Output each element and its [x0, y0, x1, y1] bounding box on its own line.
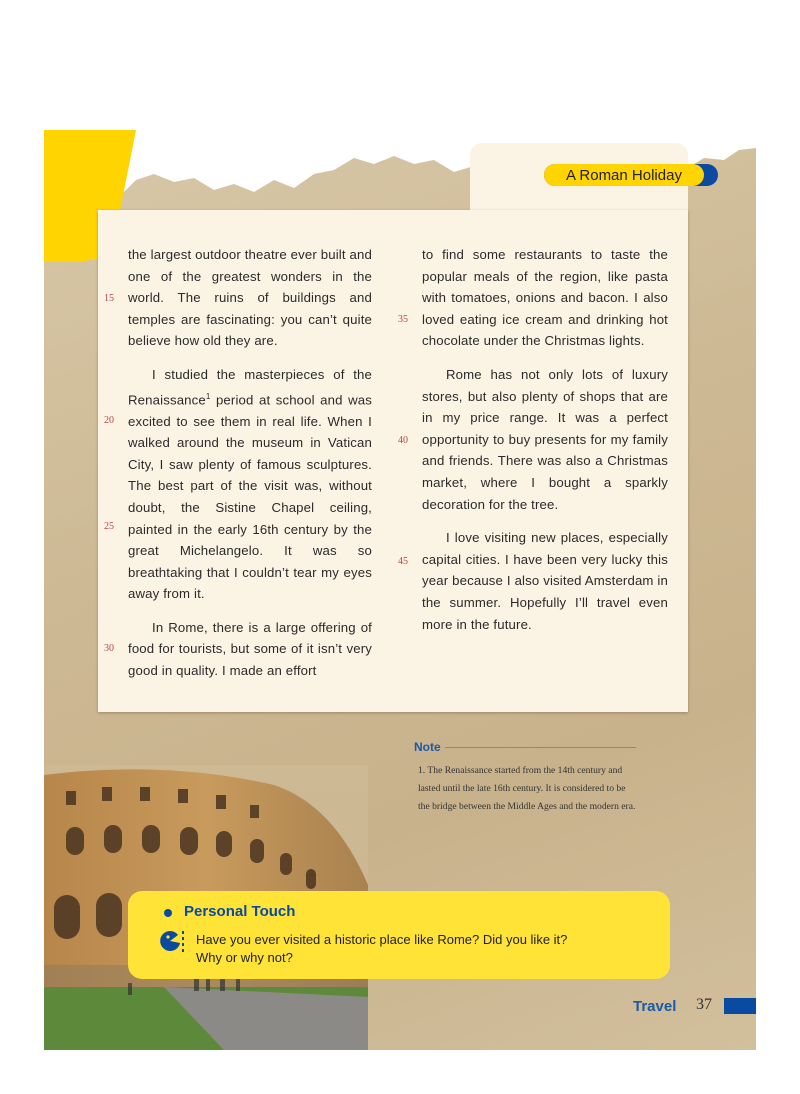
personal-touch-box [128, 891, 670, 979]
line-number-15: 15 [104, 293, 114, 304]
right-paragraph-3: I love visiting new places, especially capital cities. I have been very lucky this year because I also visited Amsterdam in the summer. Hopefully I’ll travel even more in the future. [422, 530, 668, 632]
note-heading [414, 740, 636, 754]
line-number-45: 45 [398, 556, 408, 567]
line-number-35: 35 [398, 314, 408, 325]
left-paragraph-1: the largest outdoor theatre ever built and one of the greatest wonders in the world. The ruins of buildings and temples are fascinating: you can’t quite believe how old they are. [128, 247, 372, 349]
question-line-1: Have you ever visited a historic place like Rome? Did you like it? [196, 932, 568, 947]
left-paragraph-2 [128, 364, 372, 605]
speech-pacman-icon [158, 929, 184, 955]
footer-accent-bar [724, 998, 756, 1014]
footer-section-label: Travel [633, 998, 677, 1015]
footnote-marker: 1 [205, 391, 211, 401]
left-paragraph-3: In Rome, there is a large offering of food for tourists, but some of it isn’t very good in quality. I made an effort [128, 619, 372, 679]
question-line-2: Why or why not? [196, 950, 293, 965]
left-column [128, 244, 372, 694]
page-number: 37 [696, 996, 712, 1013]
right-paragraph-2: Rome has not only lots of luxury stores, but also plenty of shops that are in my price range. It was a perfect opportunity to buy presents for my family and friends. There was also a Christmas market, where I bought a sparkly decoration for the tree. [422, 366, 668, 512]
personal-touch-title: Personal Touch [184, 903, 296, 920]
line-number-20: 20 [104, 415, 114, 426]
line-number-40: 40 [398, 435, 408, 446]
personal-touch-question [196, 931, 567, 967]
note-body: 1. The Renaissance started from the 14th century and lasted until the late 16th century. It is considered to be the bridge between the Middle Ages and the modern era. [418, 765, 636, 812]
line-number-25: 25 [104, 521, 114, 532]
note-title: Note [414, 740, 441, 754]
right-column [422, 244, 668, 647]
left-paragraph-2-start: I studied the masterpieces of the Renaissance [128, 366, 372, 407]
left-paragraph-2-end: period at school and was excited to see them in real life. When I walked around the museum in Vatican City, I saw plenty of famous sculptures. The best part of the visit was, without doubt, the Sistine Chapel ceiling, painted in the early 16th century by the great Michelangelo. It was so breathtaking that I couldn’t tear my eyes away from it. [128, 391, 372, 602]
right-paragraph-1: to find some restaurants to taste the popular meals of the region, like pasta with tomatoes, onions and bacon. I also loved eating ice cream and drinking hot chocolate under the Christmas lights. [422, 247, 668, 349]
section-header [544, 164, 718, 186]
line-number-30: 30 [104, 643, 114, 654]
bullet-icon [164, 909, 172, 917]
note-rule [445, 747, 636, 748]
footnote-box [414, 740, 636, 816]
header-title: A Roman Holiday [544, 164, 704, 186]
